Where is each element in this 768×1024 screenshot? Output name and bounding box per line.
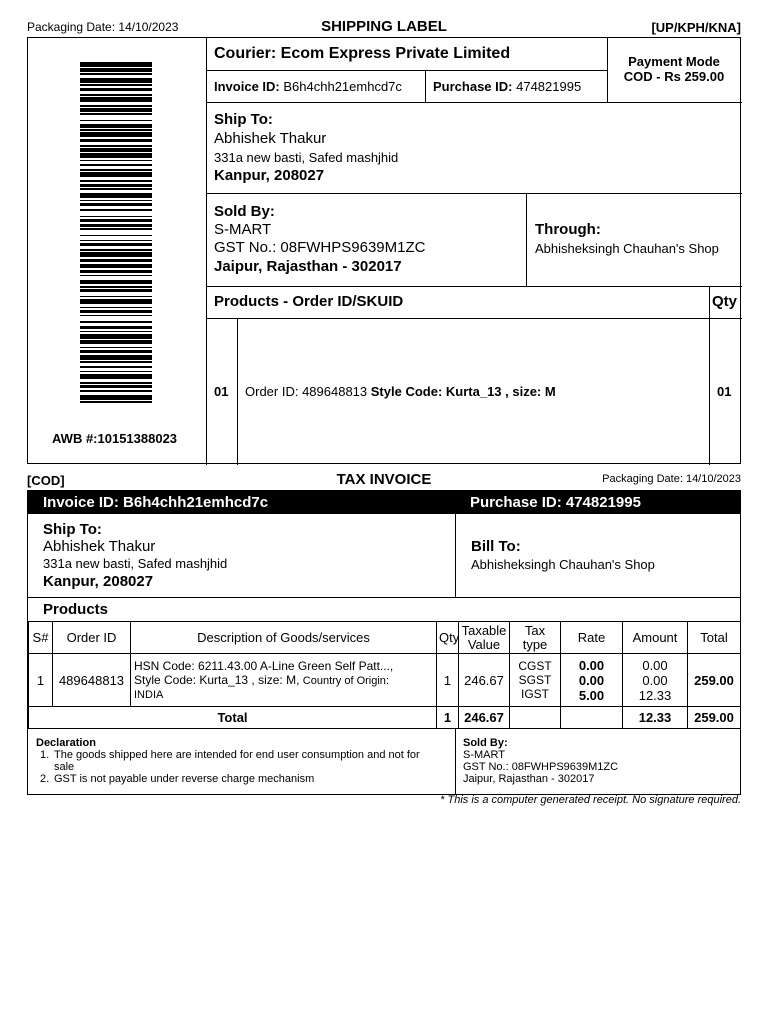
awb-number: AWB #:10151388023 [52, 431, 178, 446]
totals-taxable-value: 246.67 [459, 707, 510, 729]
row-origin: INDIA [134, 688, 164, 701]
ship-to-name: Abhishek Thakur [214, 130, 327, 147]
declaration-item: 1. The goods shipped here are intended for end user consumption and not for sale 2. GST is not payable under reverse charge mechanism [40, 749, 440, 785]
column-header: Tax type [510, 622, 561, 654]
row-order-id: 489648813 [53, 654, 131, 707]
tax-type: SGST [518, 673, 552, 687]
column-header: S# [29, 622, 53, 654]
totals-empty [561, 707, 623, 729]
declaration-title: Declaration [36, 737, 96, 749]
rate: 0.00 [578, 657, 605, 673]
amount: 0.00 [642, 657, 668, 673]
qty-header: Qty [712, 293, 738, 310]
tax-invoice-header [27, 470, 741, 490]
label-purchase-id-label: Purchase ID: [433, 79, 513, 94]
bill-to-value: Abhisheksingh Chauhan's Shop [471, 557, 655, 572]
totals-empty [510, 707, 561, 729]
column-header: Rate [561, 622, 623, 654]
through-label: Through: [535, 221, 601, 238]
row-taxable-value: 246.67 [459, 654, 510, 707]
shipping-label-header [27, 18, 741, 38]
shipping-label [27, 37, 741, 464]
invoice-sold-by-city: Jaipur, Rajasthan - 302017 [463, 773, 595, 785]
column-header: Qty [437, 622, 459, 654]
payment-mode-value: COD - Rs 259.00 [623, 69, 725, 84]
invoice-ship-to-address: 331a new basti, Safed mashjhid [43, 556, 228, 571]
ship-to-address: 331a new basti, Safed mashjhid [214, 150, 399, 165]
amount: 0.00 [642, 672, 668, 688]
footer-note: * This is a computer generated receipt. No signature required. [440, 794, 741, 806]
payment-mode-label: Payment Mode [628, 54, 720, 69]
column-header: Amount [623, 622, 688, 654]
invoice-ship-to-city: Kanpur, 208027 [43, 573, 154, 590]
divider [206, 286, 742, 287]
declaration-section [27, 729, 741, 795]
invoice-sold-by-label: Sold By: [463, 737, 508, 749]
label-purchase-id [433, 79, 581, 94]
products-label: Products [43, 601, 109, 618]
bill-to-label: Bill To: [471, 538, 521, 555]
route-code: [UP/KPH/KNA] [651, 20, 741, 35]
product-description [245, 384, 556, 399]
invoice-id-bar [27, 490, 741, 514]
product-order-id: Order ID: 489648813 [245, 384, 368, 399]
sold-by-city: Jaipur, Rajasthan - 302017 [214, 258, 402, 275]
row-sno: 1 [29, 654, 53, 707]
row-rates [561, 654, 623, 707]
invoice-sold-by-name: S-MART [463, 749, 505, 761]
totals-row [29, 707, 741, 729]
divider [526, 193, 527, 286]
divider [206, 102, 742, 103]
divider [206, 193, 742, 194]
product-style-code: Style Code: Kurta_13 , size: M [370, 384, 556, 399]
divider [206, 318, 742, 319]
rate: 5.00 [578, 687, 605, 703]
amount: 12.33 [638, 687, 672, 703]
divider [709, 286, 710, 465]
invoice-items-table [28, 621, 741, 729]
column-header: Order ID [53, 622, 131, 654]
table-row [29, 654, 741, 707]
column-header: Total [688, 622, 741, 654]
courier-name: Courier: Ecom Express Private Limited [214, 45, 511, 62]
divider [455, 514, 456, 597]
row-style-line [134, 673, 434, 688]
row-style: Style Code: Kurta_13 , size: M, [134, 672, 300, 687]
label-purchase-id-value: 474821995 [516, 79, 582, 94]
label-invoice-id [214, 79, 402, 94]
tax-invoice-body [27, 514, 741, 729]
packaging-date: Packaging Date: 14/10/2023 [27, 20, 179, 34]
totals-qty: 1 [437, 707, 459, 729]
row-tax-types [510, 654, 561, 707]
payment-tag: [COD] [27, 473, 65, 488]
tax-type: IGST [520, 687, 549, 701]
divider [206, 70, 607, 71]
label-invoice-id-value: B6h4chh21emhcd7c [283, 79, 402, 94]
sold-by-gst: GST No.: 08FWHPS9639M1ZC [214, 239, 426, 256]
row-origin-label: Country of Origin: [302, 674, 389, 687]
divider [455, 729, 456, 794]
divider [237, 318, 238, 465]
through-value: Abhisheksingh Chauhan's Shop [535, 241, 719, 256]
invoice-ship-to-label: Ship To: [43, 521, 102, 538]
rate: 0.00 [578, 672, 605, 688]
totals-label: Total [29, 707, 437, 729]
totals-amount: 12.33 [623, 707, 688, 729]
tax-type: CGST [518, 659, 552, 673]
invoice-sold-by-gst: GST No.: 08FWHPS9639M1ZC [463, 761, 619, 773]
shipping-label-title: SHIPPING LABEL [321, 18, 447, 35]
invoice-id: Invoice ID: B6h4chh21emhcd7c [43, 494, 269, 511]
declaration-text: The goods shipped here are intended for end user consumption and not for sale [54, 749, 420, 773]
sold-by-label: Sold By: [214, 203, 275, 220]
invoice-packaging-date: Packaging Date: 14/10/2023 [602, 473, 741, 485]
divider [28, 597, 740, 598]
invoice-purchase-id: Purchase ID: 474821995 [470, 494, 641, 511]
product-index: 01 [214, 384, 229, 399]
sold-by-name: S-MART [214, 221, 272, 238]
row-description [131, 654, 437, 707]
tax-invoice-title: TAX INVOICE [336, 471, 432, 488]
column-header: Taxable Value [459, 622, 510, 654]
table-header-row [29, 622, 741, 654]
row-total: 259.00 [688, 654, 741, 707]
invoice-ship-to-name: Abhishek Thakur [43, 538, 156, 555]
barcode [80, 62, 152, 404]
row-amounts [623, 654, 688, 707]
row-hsn: HSN Code: 6211.43.00 A-Line Green Self Patt..., [134, 658, 394, 673]
row-qty: 1 [437, 654, 459, 707]
product-qty: 01 [717, 384, 732, 399]
ship-to-city: Kanpur, 208027 [214, 167, 325, 184]
ship-to-label: Ship To: [214, 111, 273, 128]
label-invoice-id-label: Invoice ID: [214, 79, 280, 94]
declaration-text: GST is not payable under reverse charge mechanism [54, 773, 315, 785]
divider [425, 70, 426, 102]
column-header: Description of Goods/services [131, 622, 437, 654]
totals-total: 259.00 [688, 707, 741, 729]
products-header: Products - Order ID/SKUID [214, 293, 404, 310]
